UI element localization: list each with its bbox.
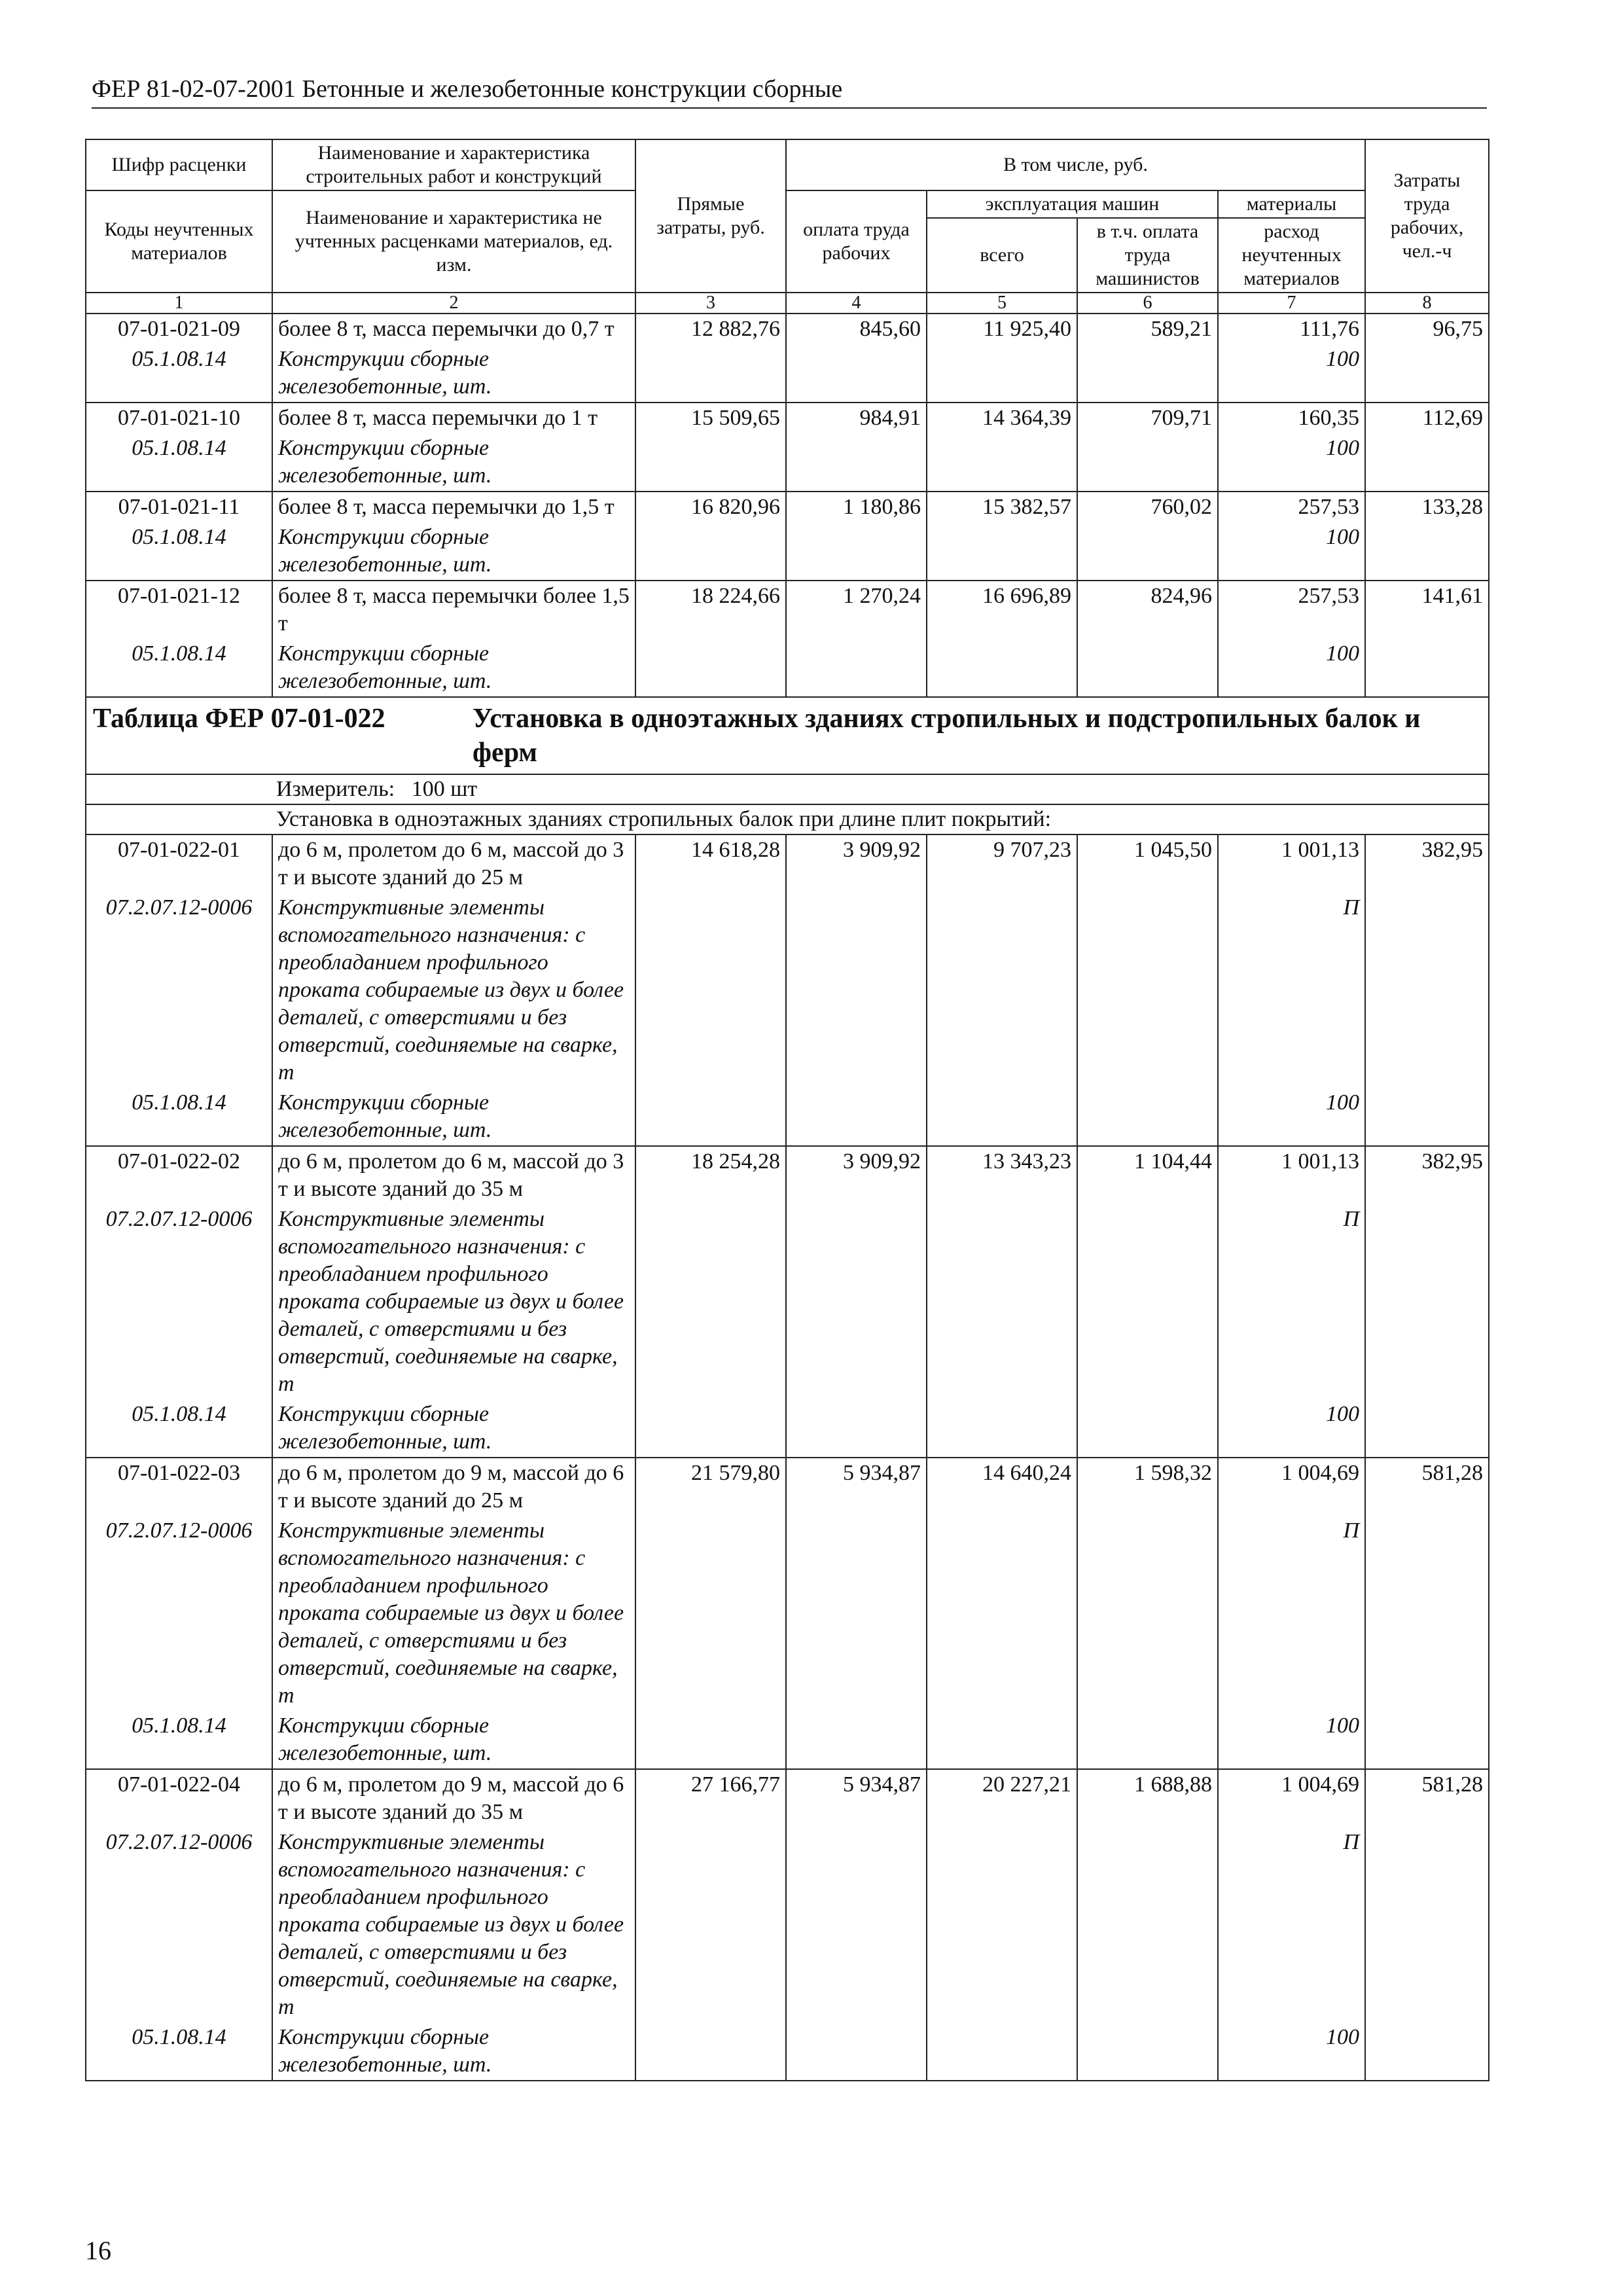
measure-label: Измеритель: (276, 777, 395, 801)
material-row (86, 1088, 1489, 1146)
empty-cell (1077, 639, 1218, 697)
rates-table (85, 139, 1489, 2081)
empty-cell (1365, 2022, 1489, 2081)
rate-code: 07-01-021-09 (86, 314, 272, 344)
material-code: 07.2.07.12-0006 (86, 893, 272, 1088)
material-row (86, 344, 1489, 403)
material-row (86, 522, 1489, 581)
labor-pay: 845,60 (786, 314, 927, 344)
machinist-pay: 1 045,50 (1077, 834, 1218, 893)
rate-code: 07-01-022-02 (86, 1146, 272, 1204)
header-unaccounted-materials: расход неучтенных материалов (1218, 218, 1365, 293)
header-worker-hours: Затраты труда рабочих, чел.-ч (1365, 139, 1489, 293)
empty-cell (786, 522, 927, 581)
rate-code: 07-01-021-10 (86, 403, 272, 433)
direct-costs: 16 820,96 (635, 492, 786, 522)
rate-row (86, 1458, 1489, 1516)
material-code: 05.1.08.14 (86, 1711, 272, 1769)
direct-costs: 27 166,77 (635, 1769, 786, 1827)
material-code: 07.2.07.12-0006 (86, 1516, 272, 1711)
direct-costs: 12 882,76 (635, 314, 786, 344)
machines-total: 15 382,57 (927, 492, 1077, 522)
rate-row (86, 1146, 1489, 1204)
column-number: 4 (786, 293, 927, 314)
materials-cost: 111,76 (1218, 314, 1365, 344)
empty-cell (635, 1204, 786, 1399)
empty-cell (786, 433, 927, 492)
empty-cell (1077, 1088, 1218, 1146)
column-number: 6 (1077, 293, 1218, 314)
material-code: 05.1.08.14 (86, 2022, 272, 2081)
rate-row (86, 581, 1489, 639)
material-row (86, 1711, 1489, 1769)
labor-pay: 1 180,86 (786, 492, 927, 522)
header-material-names: Наименование и характеристика не учтенных расценками материалов, ед. изм. (272, 190, 635, 293)
material-row (86, 433, 1489, 492)
empty-cell (1365, 1516, 1489, 1711)
empty-cell (786, 1399, 927, 1458)
material-code: 07.2.07.12-0006 (86, 1827, 272, 2022)
empty-cell (927, 1204, 1077, 1399)
empty-cell (927, 522, 1077, 581)
header-machinist-pay: в т.ч. оплата труда машинистов (1077, 218, 1218, 293)
machines-total: 14 364,39 (927, 403, 1077, 433)
machines-total: 20 227,21 (927, 1769, 1077, 1827)
worker-hours: 581,28 (1365, 1769, 1489, 1827)
material-consumption: П (1218, 1827, 1365, 2022)
header-materials: материалы (1218, 190, 1365, 218)
column-number: 3 (635, 293, 786, 314)
material-code: 05.1.08.14 (86, 1088, 272, 1146)
empty-cell (927, 2022, 1077, 2081)
header-material-codes: Коды неучтенных материалов (86, 190, 272, 293)
direct-costs: 18 254,28 (635, 1146, 786, 1204)
empty-cell (635, 1516, 786, 1711)
material-row (86, 893, 1489, 1088)
material-name: Конструктивные элементы вспомогательного назначения: с преобладанием профильного проката собираемые из двух и более деталей, с отверстиями и без отверстий, соединяемые на сварке, т (272, 893, 635, 1088)
empty-cell (1077, 522, 1218, 581)
material-consumption: 100 (1218, 1088, 1365, 1146)
empty-cell (786, 1827, 927, 2022)
column-number: 2 (272, 293, 635, 314)
labor-pay: 984,91 (786, 403, 927, 433)
rate-name: до 6 м, пролетом до 6 м, массой до 3 т и высоте зданий до 25 м (272, 834, 635, 893)
table-title: Установка в одноэтажных зданиях стропильных и подстропильных балок и ферм (473, 704, 1421, 768)
column-numbers-row (86, 293, 1489, 314)
rate-row (86, 834, 1489, 893)
table-body-022 (86, 834, 1489, 2081)
material-row (86, 2022, 1489, 2081)
rate-row (86, 314, 1489, 344)
header-name: Наименование и характеристика строительных работ и конструкций (272, 139, 635, 190)
empty-cell (635, 893, 786, 1088)
header-labor-pay: оплата труда рабочих (786, 190, 927, 293)
material-name: Конструктивные элементы вспомогательного назначения: с преобладанием профильного проката собираемые из двух и более деталей, с отверстиями и без отверстий, соединяемые на сварке, т (272, 1204, 635, 1399)
machinist-pay: 589,21 (1077, 314, 1218, 344)
labor-pay: 5 934,87 (786, 1769, 927, 1827)
empty-cell (1077, 344, 1218, 403)
empty-cell (635, 344, 786, 403)
materials-cost: 1 001,13 (1218, 1146, 1365, 1204)
empty-cell (1365, 433, 1489, 492)
material-row (86, 1827, 1489, 2022)
labor-pay: 3 909,92 (786, 1146, 927, 1204)
rate-name: более 8 т, масса перемычки более 1,5 т (272, 581, 635, 639)
material-name: Конструктивные элементы вспомогательного назначения: с преобладанием профильного проката собираемые из двух и более деталей, с отверстиями и без отверстий, соединяемые на сварке, т (272, 1827, 635, 2022)
empty-cell (1077, 1516, 1218, 1711)
machines-total: 14 640,24 (927, 1458, 1077, 1516)
material-code: 07.2.07.12-0006 (86, 1204, 272, 1399)
empty-cell (1365, 893, 1489, 1088)
empty-cell (786, 1204, 927, 1399)
material-consumption: 100 (1218, 1711, 1365, 1769)
worker-hours: 581,28 (1365, 1458, 1489, 1516)
worker-hours: 112,69 (1365, 403, 1489, 433)
materials-cost: 160,35 (1218, 403, 1365, 433)
worker-hours: 382,95 (1365, 1146, 1489, 1204)
material-consumption: 100 (1218, 1399, 1365, 1458)
machines-total: 9 707,23 (927, 834, 1077, 893)
page-number: 16 (85, 2236, 111, 2265)
empty-cell (786, 344, 927, 403)
materials-cost: 1 001,13 (1218, 834, 1365, 893)
rate-code: 07-01-022-03 (86, 1458, 272, 1516)
subtitle-row (86, 804, 1489, 834)
direct-costs: 21 579,80 (635, 1458, 786, 1516)
machines-total: 13 343,23 (927, 1146, 1077, 1204)
rate-code: 07-01-022-01 (86, 834, 272, 893)
material-consumption: 100 (1218, 522, 1365, 581)
machinist-pay: 1 688,88 (1077, 1769, 1218, 1827)
material-code: 05.1.08.14 (86, 433, 272, 492)
machinist-pay: 824,96 (1077, 581, 1218, 639)
empty-cell (786, 1088, 927, 1146)
empty-cell (786, 639, 927, 697)
machines-total: 16 696,89 (927, 581, 1077, 639)
direct-costs: 18 224,66 (635, 581, 786, 639)
column-number: 8 (1365, 293, 1489, 314)
material-name: Конструкции сборные железобетонные, шт. (272, 1711, 635, 1769)
labor-pay: 5 934,87 (786, 1458, 927, 1516)
material-consumption: 100 (1218, 2022, 1365, 2081)
rate-name: до 6 м, пролетом до 6 м, массой до 3 т и высоте зданий до 35 м (272, 1146, 635, 1204)
empty-cell (927, 1827, 1077, 2022)
measure-row (86, 774, 1489, 804)
direct-costs: 14 618,28 (635, 834, 786, 893)
empty-cell (927, 1516, 1077, 1711)
material-name: Конструкции сборные железобетонные, шт. (272, 2022, 635, 2081)
worker-hours: 382,95 (1365, 834, 1489, 893)
material-row (86, 1204, 1489, 1399)
material-row (86, 1516, 1489, 1711)
material-consumption: 100 (1218, 344, 1365, 403)
material-row (86, 639, 1489, 697)
empty-cell (635, 1827, 786, 2022)
table-body-021 (86, 314, 1489, 697)
material-name: Конструкции сборные железобетонные, шт. (272, 522, 635, 581)
worker-hours: 141,61 (1365, 581, 1489, 639)
material-consumption: 100 (1218, 433, 1365, 492)
material-row (86, 1399, 1489, 1458)
rate-name: более 8 т, масса перемычки до 0,7 т (272, 314, 635, 344)
materials-cost: 1 004,69 (1218, 1769, 1365, 1827)
empty-cell (635, 2022, 786, 2081)
material-code: 05.1.08.14 (86, 639, 272, 697)
rate-name: до 6 м, пролетом до 9 м, массой до 6 т и высоте зданий до 35 м (272, 1769, 635, 1827)
materials-cost: 257,53 (1218, 492, 1365, 522)
empty-cell (1365, 344, 1489, 403)
material-code: 05.1.08.14 (86, 1399, 272, 1458)
empty-cell (927, 639, 1077, 697)
rate-row (86, 492, 1489, 522)
empty-cell (1365, 522, 1489, 581)
empty-cell (635, 522, 786, 581)
empty-cell (1365, 1399, 1489, 1458)
section-subtitle: Установка в одноэтажных зданиях стропильных балок при длине плит покрытий: (86, 804, 1489, 834)
materials-cost: 257,53 (1218, 581, 1365, 639)
machinist-pay: 760,02 (1077, 492, 1218, 522)
empty-cell (927, 1088, 1077, 1146)
material-name: Конструкции сборные железобетонные, шт. (272, 1399, 635, 1458)
table-header (86, 139, 1489, 314)
column-number: 1 (86, 293, 272, 314)
empty-cell (1077, 1399, 1218, 1458)
empty-cell (1077, 893, 1218, 1088)
machinist-pay: 1 598,32 (1077, 1458, 1218, 1516)
empty-cell (927, 893, 1077, 1088)
materials-cost: 1 004,69 (1218, 1458, 1365, 1516)
page-header-title: ФЕР 81-02-07-2001 Бетонные и железобетонные конструкции сборные (92, 73, 1487, 109)
empty-cell (1077, 1711, 1218, 1769)
rate-row (86, 403, 1489, 433)
empty-cell (927, 1711, 1077, 1769)
material-name: Конструктивные элементы вспомогательного назначения: с преобладанием профильного проката собираемые из двух и более деталей, с отверстиями и без отверстий, соединяемые на сварке, т (272, 1516, 635, 1711)
worker-hours: 96,75 (1365, 314, 1489, 344)
machinist-pay: 709,71 (1077, 403, 1218, 433)
rate-code: 07-01-021-12 (86, 581, 272, 639)
table-022-heading (86, 697, 1489, 834)
rate-code: 07-01-022-04 (86, 1769, 272, 1827)
empty-cell (635, 1399, 786, 1458)
empty-cell (1077, 1204, 1218, 1399)
empty-cell (786, 2022, 927, 2081)
empty-cell (635, 1711, 786, 1769)
column-number: 5 (927, 293, 1077, 314)
empty-cell (1365, 639, 1489, 697)
material-name: Конструкции сборные железобетонные, шт. (272, 344, 635, 403)
labor-pay: 3 909,92 (786, 834, 927, 893)
labor-pay: 1 270,24 (786, 581, 927, 639)
empty-cell (1077, 2022, 1218, 2081)
material-consumption: П (1218, 1516, 1365, 1711)
header-code: Шифр расценки (86, 139, 272, 190)
direct-costs: 15 509,65 (635, 403, 786, 433)
header-including: В том числе, руб. (786, 139, 1365, 190)
rate-row (86, 1769, 1489, 1827)
material-code: 05.1.08.14 (86, 522, 272, 581)
empty-cell (927, 1399, 1077, 1458)
empty-cell (1365, 1088, 1489, 1146)
empty-cell (1365, 1711, 1489, 1769)
empty-cell (927, 344, 1077, 403)
material-code: 05.1.08.14 (86, 344, 272, 403)
machinist-pay: 1 104,44 (1077, 1146, 1218, 1204)
empty-cell (786, 1516, 927, 1711)
empty-cell (786, 893, 927, 1088)
empty-cell (635, 433, 786, 492)
rate-name: более 8 т, масса перемычки до 1 т (272, 403, 635, 433)
rate-name: до 6 м, пролетом до 9 м, массой до 6 т и высоте зданий до 25 м (272, 1458, 635, 1516)
empty-cell (1077, 1827, 1218, 2022)
material-consumption: 100 (1218, 639, 1365, 697)
header-machines: эксплуатация машин (927, 190, 1218, 218)
column-number: 7 (1218, 293, 1365, 314)
worker-hours: 133,28 (1365, 492, 1489, 522)
measure-value: 100 шт (411, 777, 478, 801)
material-name: Конструкции сборные железобетонные, шт. (272, 639, 635, 697)
material-name: Конструкции сборные железобетонные, шт. (272, 1088, 635, 1146)
empty-cell (786, 1711, 927, 1769)
empty-cell (927, 433, 1077, 492)
empty-cell (1365, 1827, 1489, 2022)
empty-cell (635, 1088, 786, 1146)
empty-cell (1077, 433, 1218, 492)
header-direct-costs: Прямые затраты, руб. (635, 139, 786, 293)
empty-cell (635, 639, 786, 697)
material-consumption: П (1218, 1204, 1365, 1399)
table-name: Таблица ФЕР 07-01-022 (93, 704, 385, 734)
table-title-row (86, 697, 1489, 774)
empty-cell (1365, 1204, 1489, 1399)
material-name: Конструкции сборные железобетонные, шт. (272, 433, 635, 492)
rate-code: 07-01-021-11 (86, 492, 272, 522)
rate-name: более 8 т, масса перемычки до 1,5 т (272, 492, 635, 522)
machines-total: 11 925,40 (927, 314, 1077, 344)
material-consumption: П (1218, 893, 1365, 1088)
header-machines-total: всего (927, 218, 1077, 293)
